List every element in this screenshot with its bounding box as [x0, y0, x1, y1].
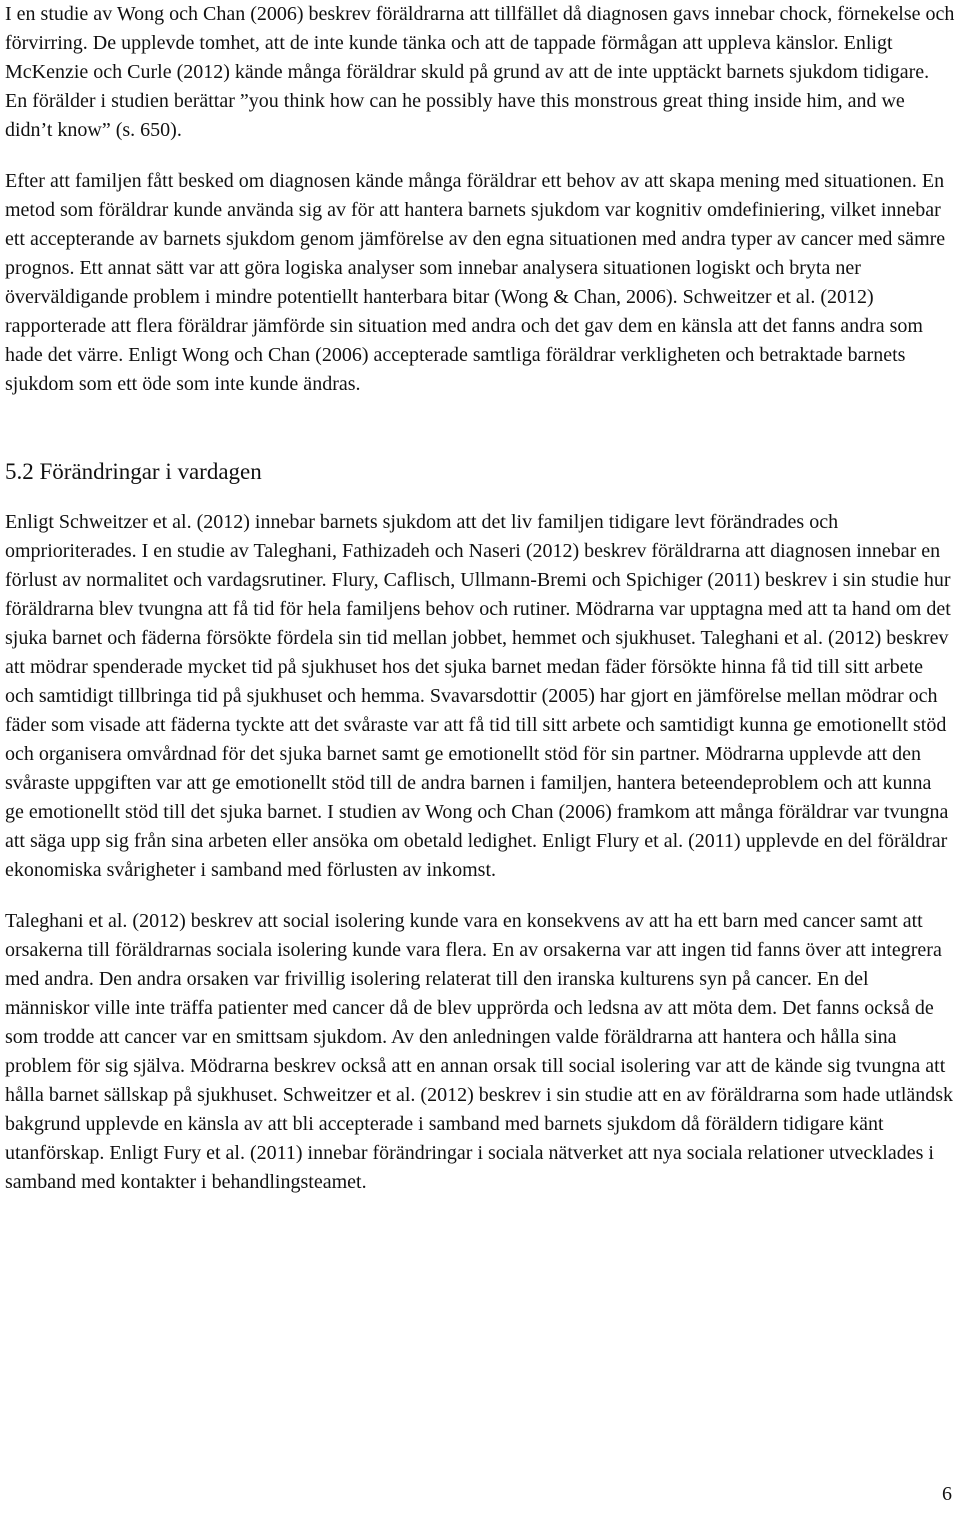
section-spacer: [5, 399, 955, 457]
page-number: 6: [942, 1483, 952, 1505]
document-page: [5, 0, 955, 1197]
heading-spacer: [5, 486, 955, 508]
paragraph-everyday-changes: Enligt Schweitzer et al. (2012) innebar barnets sjukdom att det liv familjen tidigare levt förändrades och omprioriterades. I en studie av Taleghani, Fathizadeh och Naseri (2012) beskrev föräldrarna att diagnosen innebar en förlust av normalitet och vardagsrutiner. Flury, Caflisch, Ullmann-Bremi och Spichiger (2011) beskrev i sin studie hur föräldrarna blev tvungna att få tid för hela familjens behov och rutiner. Mödrarna var upptagna med att ta hand om det sjuka barnet och fäderna försökte fördela sin tid mellan jobbet, hemmet och sjukhuset. Taleghani et al. (2012) beskrev att mödrar spenderade mycket tid på sjukhuset hos det sjuka barnet medan fäder försökte hinna få tid till sitt arbete och samtidigt tillbringa tid på sjukhuset och hemma. Svavarsdottir (2005) har gjort en jämförelse mellan mödrar och fäder som visade att fäderna tyckte att det svåraste var att få tid till sitt arbete och samtidigt kunna ge emotionellt stöd och organisera omvårdnad för det sjuka barnet samt ge emotionellt stöd för sin partner. Mödrarna upplevde att den svåraste uppgiften var att ge emotionellt stöd till de andra barnen i familjen, hantera beteendeproblem och att kunna ge emotionellt stöd till det sjuka barnet. I studien av Wong och Chan (2006) framkom att många föräldrar var tvungna att säga upp sig från sina arbeten eller ansöka om obetald ledighet. Enligt Flury et al. (2011) upplevde en del föräldrar ekonomiska svårigheter i samband med förlusten av inkomst.: [5, 511, 951, 881]
paragraph-spacer: [5, 145, 955, 167]
section-heading: 5.2 Förändringar i vardagen: [5, 459, 262, 484]
paragraph-coping-strategies: Efter att familjen fått besked om diagnosen kände många föräldrar ett behov av att skapa mening med situationen. En metod som föräldrar kunde använda sig av för att hantera barnets sjukdom var kognitiv omdefiniering, vilket innebar ett accepterande av barnets sjukdom genom jämförelse av den egna situationen med andra typer av cancer med sämre prognos. Ett annat sätt var att göra logiska analyser som innebar analysera situationen logiskt och bryta ner överväldigande problem i mindre potentiellt hanterbara bitar (Wong & Chan, 2006). Schweitzer et al. (2012) rapporterade att flera föräldrar jämförde sin situation med andra och det gav dem en känsla att det fanns andra som hade det värre. Enligt Wong och Chan (2006) accepterade samtliga föräldrar verkligheten och betraktade barnets sjukdom som ett öde som inte kunde ändras.: [5, 170, 946, 395]
paragraph-spacer: [5, 885, 955, 907]
paragraph-diagnosis-reaction: I en studie av Wong och Chan (2006) beskrev föräldrarna att tillfället då diagnosen gavs innebar chock, förnekelse och förvirring. De upplevde tomhet, att de inte kunde tänka och att de tappade förmågan att uppleva känslor. Enligt McKenzie och Curle (2012) kände många föräldrar skuld på grund av att de inte upptäckt barnets sjukdom tidigare. En förälder i studien berättar ”you think how can he possibly have this monstrous great thing inside him, and we didn’t know” (s. 650).: [5, 3, 955, 141]
paragraph-social-isolation: Taleghani et al. (2012) beskrev att social isolering kunde vara en konsekvens av att ha ett barn med cancer samt att orsakerna till föräldrarnas sociala isolering kunde vara flera. En av orsakerna var att ingen tid fanns över att integrera med andra. Den andra orsaken var frivillig isolering relaterat till den iranska kulturens syn på cancer. En del människor ville inte träffa patienter med cancer då de blev upprörda och ledsna av att möta dem. Det fanns också de som trodde att cancer var en smittsam sjukdom. Av den anledningen valde föräldrarna att hantera och hålla sina problem för sig själva. Mödrarna beskrev också att en annan orsak till social isolering var att de kände sig tvungna att hålla barnet sällskap på sjukhuset. Schweitzer et al. (2012) beskrev i sin studie att en av föräldrarna som hade utländsk bakgrund upplevde en känsla av att bli accepterade i samband med barnets sjukdom då föräldern tidigare känt utanförskap. Enligt Fury et al. (2011) innebar förändringar i sociala nätverket att nya sociala relationer utvecklades i samband med kontakter i behandlingsteamet.: [5, 910, 954, 1193]
